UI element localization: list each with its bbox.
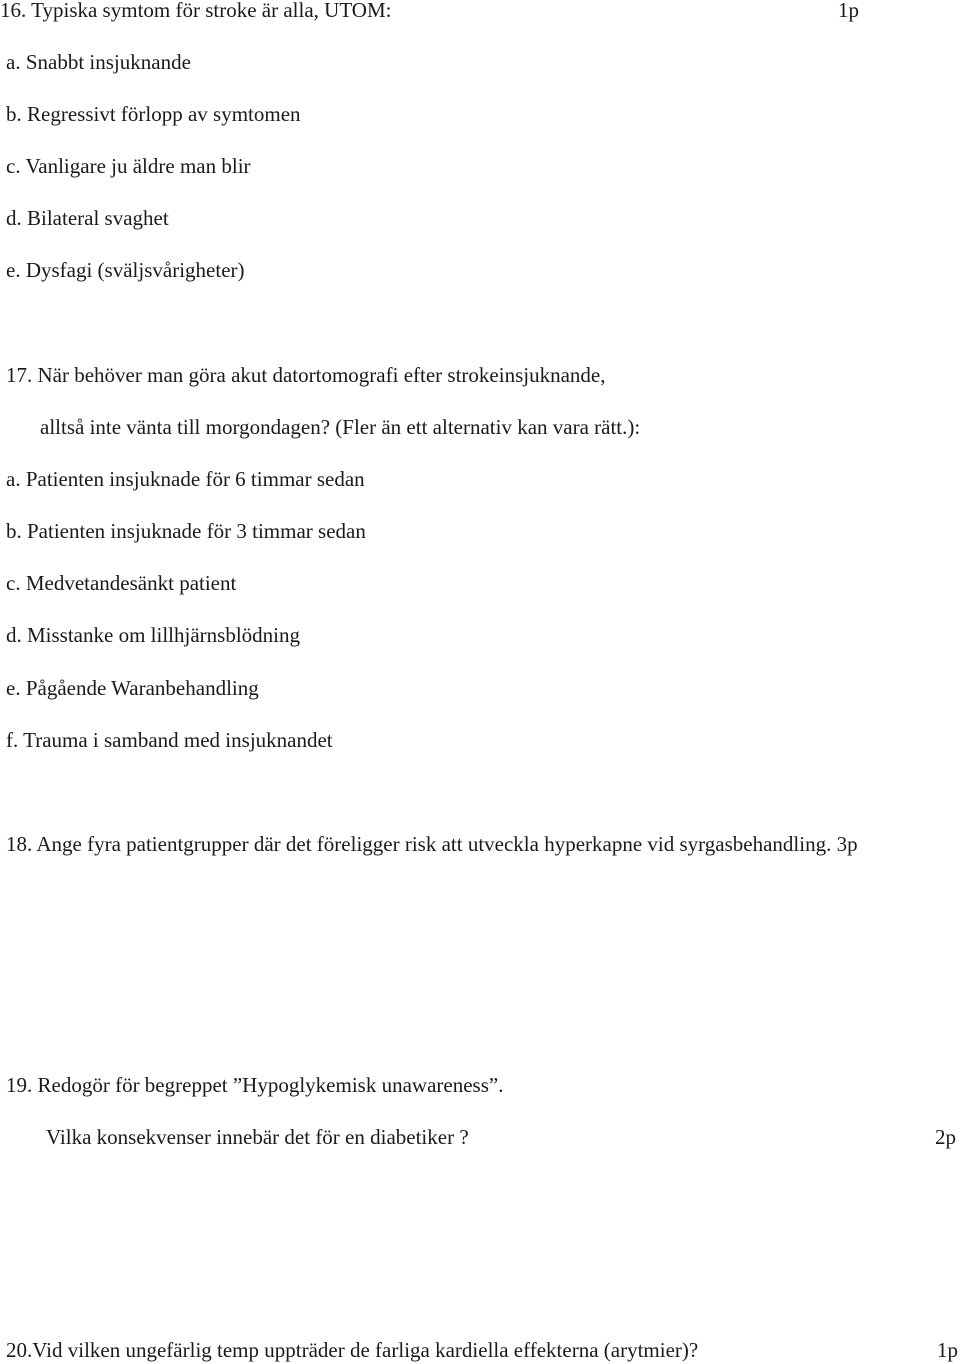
- question-16-text: 16. Typiska symtom för stroke är alla, UTOM:: [0, 0, 392, 22]
- question-17-option-a: a. Patienten insjuknade för 6 timmar sedan: [6, 467, 365, 491]
- question-17-text-line2: alltså inte vänta till morgondagen? (Fler än ett alternativ kan vara rätt.):: [40, 415, 641, 439]
- question-20-text: 20.Vid vilken ungefärlig temp uppträder de farliga kardiella effekterna (arytmier)?: [6, 1338, 699, 1362]
- question-16-option-d: d. Bilateral svaghet: [6, 206, 169, 230]
- question-17-option-f: f. Trauma i samband med insjuknandet: [6, 728, 333, 752]
- question-17-option-d: d. Misstanke om lillhjärnsblödning: [6, 623, 300, 647]
- question-16-option-a: a. Snabbt insjuknande: [6, 50, 191, 74]
- question-16-option-b: b. Regressivt förlopp av symtomen: [6, 102, 301, 126]
- question-17-option-c: c. Medvetandesänkt patient: [6, 571, 237, 595]
- question-16-option-c: c. Vanligare ju äldre man blir: [6, 154, 251, 178]
- question-17-text-line1: 17. När behöver man göra akut datortomografi efter strokeinsjuknande,: [6, 363, 606, 387]
- question-17-option-e: e. Pågående Waranbehandling: [6, 676, 259, 700]
- question-19-text-line1: 19. Redogör för begreppet ”Hypoglykemisk unawareness”.: [6, 1073, 504, 1097]
- question-16-option-e: e. Dysfagi (sväljsvårigheter): [6, 258, 245, 282]
- question-19-points: 2p: [935, 1125, 956, 1149]
- question-16-points: 1p: [838, 0, 859, 22]
- question-19-text-line2: Vilka konsekvenser innebär det för en diabetiker ?: [46, 1125, 469, 1149]
- question-20-points: 1p: [937, 1338, 958, 1362]
- question-18-text: 18. Ange fyra patientgrupper där det föreligger risk att utveckla hyperkapne vid syrgasbehandling. 3p: [6, 832, 858, 856]
- question-17-option-b: b. Patienten insjuknade för 3 timmar sedan: [6, 519, 366, 543]
